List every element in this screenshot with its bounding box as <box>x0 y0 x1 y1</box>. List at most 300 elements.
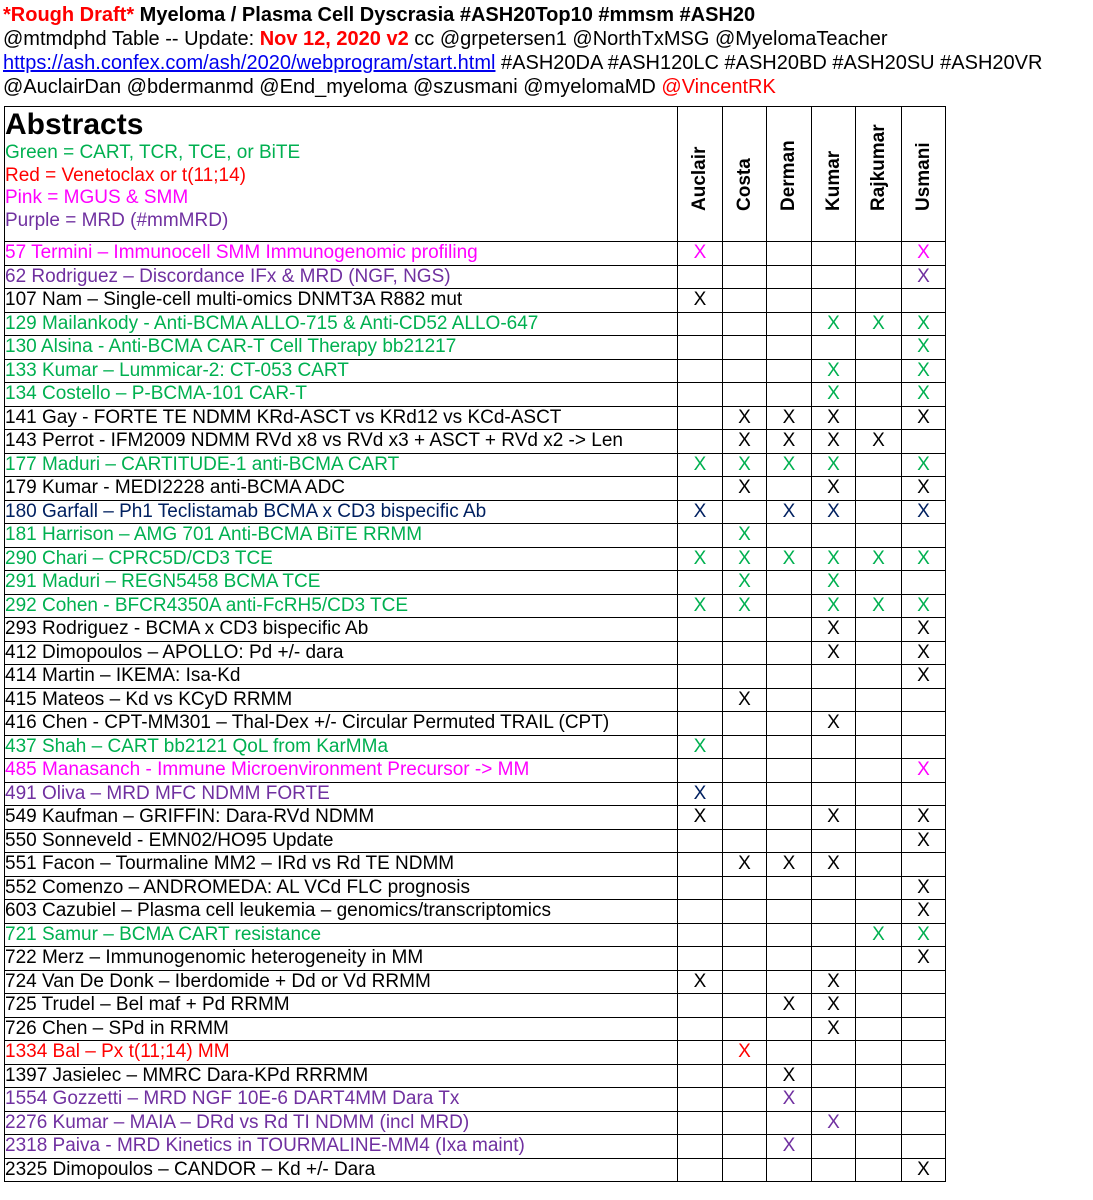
table-row <box>5 665 946 689</box>
mark-cell-auclair <box>678 994 723 1018</box>
table-row <box>5 359 946 383</box>
table-row <box>5 430 946 454</box>
table-row <box>5 994 946 1018</box>
table-row <box>5 900 946 924</box>
mark-cell-usmani: X <box>902 876 946 900</box>
mark-cell-costa <box>723 994 767 1018</box>
abstract-label: 130 Alsina - Anti-BCMA CAR-T Cell Therapy bb21217 <box>5 336 678 360</box>
mark-cell-costa <box>723 359 767 383</box>
abstract-label: 2325 Dimopoulos – CANDOR – Kd +/- Dara <box>5 1158 678 1182</box>
mark-cell-usmani: X <box>902 806 946 830</box>
mark-cell-kumar: X <box>812 806 856 830</box>
handle-vincentrk: @VincentRK <box>661 76 776 98</box>
abstract-label: 437 Shah – CART bb2121 QoL from KarMMa <box>5 735 678 759</box>
mark-cell-derman <box>767 265 812 289</box>
mark-cell-auclair <box>678 876 723 900</box>
table-row <box>5 806 946 830</box>
mark-cell-costa <box>723 876 767 900</box>
column-header-derman <box>767 107 812 242</box>
mark-cell-rajkumar <box>856 524 902 548</box>
mark-cell-rajkumar <box>856 406 902 430</box>
table-row <box>5 406 946 430</box>
mark-cell-derman: X <box>767 406 812 430</box>
mark-cell-kumar: X <box>812 970 856 994</box>
column-header-rajkumar <box>856 107 902 242</box>
mark-cell-rajkumar <box>856 641 902 665</box>
mark-cell-derman <box>767 829 812 853</box>
mark-cell-costa <box>723 618 767 642</box>
mark-cell-derman <box>767 923 812 947</box>
table-row <box>5 1158 946 1182</box>
mark-cell-derman <box>767 312 812 336</box>
mark-cell-rajkumar <box>856 477 902 501</box>
mark-cell-rajkumar <box>856 359 902 383</box>
table-row <box>5 1064 946 1088</box>
mark-cell-auclair <box>678 829 723 853</box>
legend-pink: Pink = MGUS & SMM <box>5 187 189 208</box>
mark-cell-auclair <box>678 336 723 360</box>
mark-cell-auclair <box>678 759 723 783</box>
abstract-label: 552 Comenzo – ANDROMEDA: AL VCd FLC prognosis <box>5 876 678 900</box>
mark-cell-usmani: X <box>902 594 946 618</box>
table-row <box>5 735 946 759</box>
mark-cell-kumar <box>812 782 856 806</box>
abstract-label: 2318 Paiva - MRD Kinetics in TOURMALINE-MM4 (Ixa maint) <box>5 1135 678 1159</box>
table-row <box>5 477 946 501</box>
mark-cell-costa: X <box>723 453 767 477</box>
mark-cell-kumar: X <box>812 312 856 336</box>
abstract-label: 551 Facon – Tourmaline MM2 – IRd vs Rd TE NDMM <box>5 853 678 877</box>
mark-cell-derman <box>767 806 812 830</box>
mark-cell-usmani <box>902 430 946 454</box>
table-row <box>5 853 946 877</box>
header-line-title <box>3 3 1091 27</box>
column-label: Usmani <box>912 142 934 211</box>
mark-cell-usmani <box>902 735 946 759</box>
mark-cell-kumar <box>812 876 856 900</box>
mark-cell-usmani: X <box>902 265 946 289</box>
mark-cell-auclair <box>678 1088 723 1112</box>
mark-cell-rajkumar: X <box>856 312 902 336</box>
mark-cell-auclair: X <box>678 242 723 266</box>
mark-cell-derman <box>767 970 812 994</box>
mark-cell-derman: X <box>767 1088 812 1112</box>
mark-cell-auclair: X <box>678 782 723 806</box>
abstract-label: 177 Maduri – CARTITUDE-1 anti-BCMA CART <box>5 453 678 477</box>
mark-cell-usmani: X <box>902 453 946 477</box>
mark-cell-kumar <box>812 1158 856 1182</box>
mark-cell-kumar <box>812 735 856 759</box>
table-row <box>5 923 946 947</box>
mark-cell-kumar: X <box>812 594 856 618</box>
mark-cell-usmani: X <box>902 500 946 524</box>
mark-cell-auclair <box>678 524 723 548</box>
abstract-label: 415 Mateos – Kd vs KCyD RRMM <box>5 688 678 712</box>
header-line-update <box>3 27 1091 51</box>
mark-cell-costa <box>723 806 767 830</box>
abstract-label: 416 Chen - CPT-MM301 – Thal-Dex +/- Circular Permuted TRAIL (CPT) <box>5 712 678 736</box>
mark-cell-auclair <box>678 665 723 689</box>
program-link[interactable]: https://ash.confex.com/ash/2020/webprogram/start.html <box>3 52 496 74</box>
mark-cell-derman <box>767 336 812 360</box>
column-header-costa <box>723 107 767 242</box>
table-row <box>5 876 946 900</box>
mark-cell-rajkumar <box>856 947 902 971</box>
mark-cell-kumar: X <box>812 712 856 736</box>
mark-cell-costa <box>723 383 767 407</box>
mark-cell-costa: X <box>723 571 767 595</box>
table-row <box>5 242 946 266</box>
mark-cell-rajkumar <box>856 829 902 853</box>
mark-cell-costa <box>723 312 767 336</box>
mark-cell-rajkumar: X <box>856 594 902 618</box>
mark-cell-derman <box>767 1111 812 1135</box>
mark-cell-costa: X <box>723 524 767 548</box>
abstract-label: 550 Sonneveld - EMN02/HO95 Update <box>5 829 678 853</box>
mark-cell-kumar <box>812 242 856 266</box>
mark-cell-usmani <box>902 688 946 712</box>
mark-cell-usmani: X <box>902 923 946 947</box>
table-row <box>5 336 946 360</box>
abstract-label: 1554 Gozzetti – MRD NGF 10E-6 DART4MM Dara Tx <box>5 1088 678 1112</box>
mark-cell-usmani <box>902 994 946 1018</box>
mark-cell-rajkumar: X <box>856 430 902 454</box>
mark-cell-kumar: X <box>812 571 856 595</box>
abstract-label: 179 Kumar - MEDI2228 anti-BCMA ADC <box>5 477 678 501</box>
mark-cell-costa <box>723 1064 767 1088</box>
mark-cell-usmani: X <box>902 618 946 642</box>
mark-cell-auclair <box>678 618 723 642</box>
mark-cell-kumar <box>812 947 856 971</box>
column-header-usmani <box>902 107 946 242</box>
table-row <box>5 383 946 407</box>
mark-cell-usmani: X <box>902 477 946 501</box>
mark-cell-auclair <box>678 383 723 407</box>
abstract-label: 603 Cazubiel – Plasma cell leukemia – genomics/transcriptomics <box>5 900 678 924</box>
abstract-label: 141 Gay - FORTE TE NDMM KRd-ASCT vs KRd12 vs KCd-ASCT <box>5 406 678 430</box>
mark-cell-costa: X <box>723 547 767 571</box>
mark-cell-usmani <box>902 1111 946 1135</box>
table-title: Abstracts <box>5 108 144 141</box>
mark-cell-costa <box>723 242 767 266</box>
mark-cell-usmani: X <box>902 665 946 689</box>
table-row <box>5 970 946 994</box>
mark-cell-costa <box>723 900 767 924</box>
abstract-label: 725 Trudel – Bel maf + Pd RRMM <box>5 994 678 1018</box>
mark-cell-rajkumar <box>856 383 902 407</box>
abstract-label: 293 Rodriguez - BCMA x CD3 bispecific Ab <box>5 618 678 642</box>
mark-cell-kumar <box>812 1135 856 1159</box>
header-line-handles <box>3 75 1091 99</box>
abstract-label: 133 Kumar – Lummicar-2: CT-053 CART <box>5 359 678 383</box>
mark-cell-auclair <box>678 477 723 501</box>
mark-cell-derman <box>767 571 812 595</box>
mark-cell-kumar: X <box>812 383 856 407</box>
mark-cell-kumar <box>812 900 856 924</box>
mark-cell-costa <box>723 712 767 736</box>
mark-cell-derman <box>767 688 812 712</box>
mark-cell-derman <box>767 359 812 383</box>
column-header-auclair <box>678 107 723 242</box>
abstract-label: 143 Perrot - IFM2009 NDMM RVd x8 vs RVd x3 + ASCT + RVd x2 -> Len <box>5 430 678 454</box>
table-row <box>5 829 946 853</box>
mark-cell-usmani: X <box>902 900 946 924</box>
mark-cell-auclair: X <box>678 594 723 618</box>
mark-cell-derman <box>767 712 812 736</box>
mark-cell-auclair <box>678 359 723 383</box>
mark-cell-kumar: X <box>812 406 856 430</box>
mark-cell-rajkumar <box>856 618 902 642</box>
table-row <box>5 712 946 736</box>
mark-cell-rajkumar <box>856 1088 902 1112</box>
mark-cell-kumar: X <box>812 359 856 383</box>
mark-cell-auclair <box>678 571 723 595</box>
mark-cell-auclair <box>678 923 723 947</box>
table-row <box>5 265 946 289</box>
mark-cell-derman <box>767 735 812 759</box>
mark-cell-derman <box>767 947 812 971</box>
mark-cell-usmani: X <box>902 829 946 853</box>
legend-purple: Purple = MRD (#mmMRD) <box>5 209 229 231</box>
mark-cell-rajkumar <box>856 853 902 877</box>
mark-cell-rajkumar <box>856 970 902 994</box>
mark-cell-rajkumar <box>856 336 902 360</box>
mark-cell-kumar <box>812 688 856 712</box>
mark-cell-costa: X <box>723 688 767 712</box>
mark-cell-usmani <box>902 1041 946 1065</box>
mark-cell-usmani: X <box>902 359 946 383</box>
mark-cell-costa: X <box>723 1041 767 1065</box>
mark-cell-usmani <box>902 524 946 548</box>
mark-cell-kumar <box>812 759 856 783</box>
abstract-label: 291 Maduri – REGN5458 BCMA TCE <box>5 571 678 595</box>
mark-cell-usmani <box>902 1017 946 1041</box>
table-row <box>5 524 946 548</box>
mark-cell-derman <box>767 665 812 689</box>
abstract-label: 1334 Bal – Px t(11;14) MM <box>5 1041 678 1065</box>
mark-cell-costa <box>723 829 767 853</box>
mark-cell-rajkumar <box>856 876 902 900</box>
mark-cell-derman <box>767 876 812 900</box>
mark-cell-usmani <box>902 782 946 806</box>
mark-cell-usmani: X <box>902 547 946 571</box>
table-row <box>5 289 946 313</box>
mark-cell-kumar: X <box>812 547 856 571</box>
mark-cell-rajkumar: X <box>856 923 902 947</box>
mark-cell-kumar <box>812 265 856 289</box>
mark-cell-rajkumar <box>856 1017 902 1041</box>
column-label: Kumar <box>822 150 844 211</box>
mark-cell-rajkumar <box>856 453 902 477</box>
mark-cell-rajkumar <box>856 712 902 736</box>
mark-cell-auclair: X <box>678 735 723 759</box>
mark-cell-rajkumar <box>856 665 902 689</box>
mark-cell-auclair <box>678 947 723 971</box>
abstract-label: 722 Merz – Immunogenomic heterogeneity in MM <box>5 947 678 971</box>
mark-cell-costa <box>723 759 767 783</box>
mark-cell-costa: X <box>723 430 767 454</box>
mark-cell-usmani <box>902 853 946 877</box>
mark-cell-kumar: X <box>812 994 856 1018</box>
column-label: Costa <box>733 158 755 211</box>
table-row <box>5 312 946 336</box>
mark-cell-rajkumar <box>856 994 902 1018</box>
hashtags: #ASH20DA #ASH120LC #ASH20BD #ASH20SU #ASH20VR <box>495 52 1043 74</box>
abstract-label: 134 Costello – P-BCMA-101 CAR-T <box>5 383 678 407</box>
doc-title: Myeloma / Plasma Cell Dyscrasia #ASH20Top10 #mmsm #ASH20 <box>134 4 756 26</box>
update-label: @mtmdphd Table -- Update: <box>3 28 260 50</box>
mark-cell-auclair: X <box>678 970 723 994</box>
mark-cell-rajkumar <box>856 265 902 289</box>
mark-cell-rajkumar <box>856 900 902 924</box>
mark-cell-derman <box>767 383 812 407</box>
mark-cell-usmani <box>902 970 946 994</box>
mark-cell-usmani <box>902 1135 946 1159</box>
mark-cell-rajkumar <box>856 1135 902 1159</box>
mark-cell-derman <box>767 900 812 924</box>
mark-cell-costa <box>723 500 767 524</box>
table-row <box>5 453 946 477</box>
mark-cell-kumar: X <box>812 1017 856 1041</box>
mark-cell-costa <box>723 289 767 313</box>
mark-cell-auclair: X <box>678 547 723 571</box>
abstract-label: 485 Manasanch - Immune Microenvironment Precursor -> MM <box>5 759 678 783</box>
mark-cell-derman <box>767 782 812 806</box>
table-row <box>5 947 946 971</box>
abstract-label: 57 Termini – Immunocell SMM Immunogenomic profiling <box>5 242 678 266</box>
mark-cell-auclair <box>678 312 723 336</box>
mark-cell-auclair: X <box>678 453 723 477</box>
mark-cell-usmani: X <box>902 1158 946 1182</box>
mark-cell-kumar <box>812 829 856 853</box>
mark-cell-auclair <box>678 406 723 430</box>
mark-cell-derman <box>767 641 812 665</box>
mark-cell-derman <box>767 618 812 642</box>
mark-cell-usmani: X <box>902 242 946 266</box>
mark-cell-derman <box>767 289 812 313</box>
mark-cell-costa <box>723 1088 767 1112</box>
column-label: Rajkumar <box>867 124 889 211</box>
handles: @AuclairDan @bdermanmd @End_myeloma @szusmani @myelomaMD <box>3 76 662 98</box>
column-label: Auclair <box>689 146 710 211</box>
mark-cell-rajkumar <box>856 688 902 712</box>
mark-cell-costa <box>723 641 767 665</box>
mark-cell-rajkumar <box>856 571 902 595</box>
page-header <box>3 3 1091 99</box>
mark-cell-costa <box>723 970 767 994</box>
mark-cell-kumar: X <box>812 500 856 524</box>
mark-cell-usmani: X <box>902 336 946 360</box>
abstract-label: 181 Harrison – AMG 701 Anti-BCMA BiTE RRMM <box>5 524 678 548</box>
mark-cell-costa: X <box>723 406 767 430</box>
mark-cell-rajkumar <box>856 759 902 783</box>
mark-cell-kumar <box>812 665 856 689</box>
mark-cell-derman <box>767 1017 812 1041</box>
mark-cell-auclair <box>678 712 723 736</box>
mark-cell-kumar <box>812 1041 856 1065</box>
mark-cell-auclair <box>678 900 723 924</box>
mark-cell-kumar: X <box>812 641 856 665</box>
mark-cell-usmani: X <box>902 383 946 407</box>
column-label: Derman <box>778 140 799 211</box>
mark-cell-kumar: X <box>812 453 856 477</box>
table-row <box>5 618 946 642</box>
abstract-label: 491 Oliva – MRD MFC NDMM FORTE <box>5 782 678 806</box>
mark-cell-usmani <box>902 571 946 595</box>
abstract-label: 724 Van De Donk – Iberdomide + Dd or Vd RRMM <box>5 970 678 994</box>
mark-cell-usmani: X <box>902 641 946 665</box>
abstract-label: 726 Chen – SPd in RRMM <box>5 1017 678 1041</box>
mark-cell-auclair: X <box>678 500 723 524</box>
mark-cell-rajkumar <box>856 806 902 830</box>
mark-cell-costa <box>723 782 767 806</box>
mark-cell-auclair <box>678 430 723 454</box>
abstract-label: 107 Nam – Single-cell multi-omics DNMT3A R882 mut <box>5 289 678 313</box>
mark-cell-costa <box>723 1111 767 1135</box>
mark-cell-rajkumar <box>856 735 902 759</box>
column-header-kumar <box>812 107 856 242</box>
mark-cell-auclair <box>678 688 723 712</box>
mark-cell-auclair: X <box>678 289 723 313</box>
mark-cell-usmani: X <box>902 759 946 783</box>
mark-cell-costa <box>723 1158 767 1182</box>
table-row <box>5 1135 946 1159</box>
mark-cell-derman: X <box>767 500 812 524</box>
mark-cell-derman <box>767 594 812 618</box>
mark-cell-costa <box>723 735 767 759</box>
mark-cell-costa <box>723 1017 767 1041</box>
mark-cell-derman: X <box>767 430 812 454</box>
mark-cell-derman: X <box>767 1064 812 1088</box>
table-row <box>5 688 946 712</box>
abstract-label: 1397 Jasielec – MMRC Dara-KPd RRRMM <box>5 1064 678 1088</box>
mark-cell-kumar: X <box>812 477 856 501</box>
mark-cell-costa <box>723 1135 767 1159</box>
mark-cell-usmani <box>902 289 946 313</box>
update-date: Nov 12, 2020 v2 <box>259 28 409 50</box>
mark-cell-derman: X <box>767 453 812 477</box>
mark-cell-auclair <box>678 1017 723 1041</box>
abstracts-table <box>4 106 946 1182</box>
mark-cell-costa: X <box>723 594 767 618</box>
mark-cell-kumar <box>812 336 856 360</box>
mark-cell-derman: X <box>767 1135 812 1159</box>
mark-cell-rajkumar <box>856 1158 902 1182</box>
mark-cell-usmani: X <box>902 406 946 430</box>
mark-cell-kumar: X <box>812 1111 856 1135</box>
abstract-label: 292 Cohen - BFCR4350A anti-FcRH5/CD3 TCE <box>5 594 678 618</box>
mark-cell-costa <box>723 923 767 947</box>
abstract-label: 549 Kaufman – GRIFFIN: Dara-RVd NDMM <box>5 806 678 830</box>
legend-green: Green = CART, TCR, TCE, or BiTE <box>5 142 301 163</box>
abstract-label: 290 Chari – CPRC5D/CD3 TCE <box>5 547 678 571</box>
mark-cell-auclair <box>678 1135 723 1159</box>
mark-cell-costa: X <box>723 853 767 877</box>
mark-cell-costa <box>723 265 767 289</box>
mark-cell-derman <box>767 524 812 548</box>
mark-cell-auclair <box>678 1064 723 1088</box>
mark-cell-kumar: X <box>812 618 856 642</box>
abstract-label: 412 Dimopoulos – APOLLO: Pd +/- dara <box>5 641 678 665</box>
table-row <box>5 1111 946 1135</box>
table-row <box>5 1088 946 1112</box>
table-row <box>5 500 946 524</box>
mark-cell-costa <box>723 665 767 689</box>
mark-cell-derman <box>767 477 812 501</box>
mark-cell-rajkumar <box>856 1111 902 1135</box>
mark-cell-derman: X <box>767 994 812 1018</box>
mark-cell-auclair <box>678 641 723 665</box>
